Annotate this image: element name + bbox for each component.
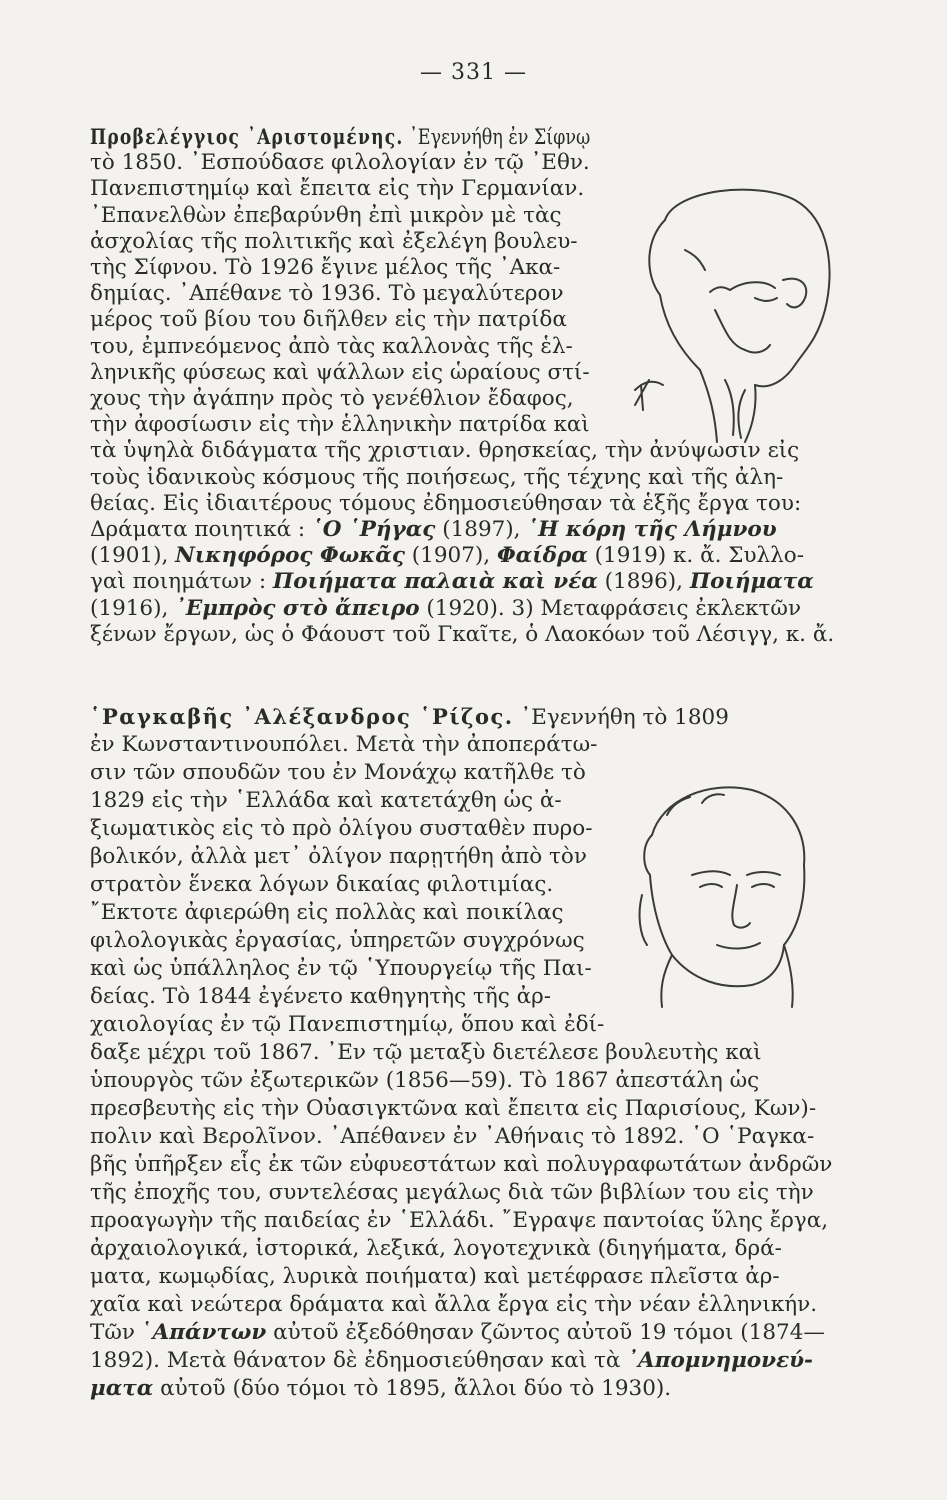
text-run: του, ἐμπνεόμενος ἀπὸ τὰς καλλονὰς τῆς ἑλ- — [90, 333, 573, 359]
text-run: τὸ 1850. ᾿Εσπούδασε φιλολογίαν ἐν τῷ ᾿Εθν. — [90, 150, 590, 176]
text-line — [90, 334, 573, 360]
text-line — [90, 1180, 814, 1206]
text-line — [90, 203, 562, 229]
text-run: γαὶ ποιημάτων : — [90, 569, 273, 595]
text-line — [90, 1376, 671, 1402]
text-run: (1920). 3) Μεταφράσεις ἐκλεκτῶν — [419, 595, 802, 621]
text-run: ἐν Κωνσταντινουπόλει. Μετὰ τὴν ἀποπεράτω- — [90, 732, 598, 757]
text-run: 1892). Μετὰ θάνατον δὲ ἐδημοσιεύθησαν καὶ τὰ — [90, 1348, 628, 1373]
text-line — [90, 732, 597, 758]
text-line — [90, 543, 804, 569]
text-run: Πανεπιστημίῳ καὶ ἔπειτα εἰς τὴν Γερμανίαν. — [90, 176, 585, 202]
text-run: χους τὴν ἀγάπην πρὸς τὸ γενέθλιον ἔδαφος, — [90, 386, 574, 411]
text-run: φιλολογικὰς ἐργασίας, ὑπηρετῶν συγχρόνως — [90, 928, 585, 953]
text-line — [90, 760, 586, 786]
text-run: πολιν καὶ Βερολῖνον. ᾿Απέθανεν ἐν ᾿Αθήναις τὸ 1892. ῾Ο ῾Ραγκα- — [90, 1124, 815, 1149]
text-line — [90, 281, 564, 307]
text-line — [90, 569, 814, 595]
work-title: ματα — [90, 1376, 154, 1401]
text-line — [90, 412, 590, 438]
text-run: δαξε μέχρι τοῦ 1867. ᾿Εν τῷ μεταξὺ διετέλεσε βουλευτὴς καὶ — [90, 1040, 762, 1065]
text-run: χαῖα καὶ νεώτερα δράματα καὶ ἄλλα ἔργα εἰς τὴν νέαν ἑλληνικήν. — [90, 1292, 818, 1317]
text-run: ξένων ἔργων, ὡς ὁ Φάουστ τοῦ Γκαῖτε, ὁ Λαοκόων τοῦ Λέσιγγ, κ. ἄ. — [90, 621, 835, 647]
text-line — [90, 491, 801, 517]
text-run: (1916), — [90, 595, 176, 621]
text-line — [90, 844, 587, 870]
text-run: προαγωγὴν τῆς παιδείας ἐν ῾Ελλάδι. ῎Εγραψε παντοίας ὕλης ἔργα, — [90, 1208, 829, 1233]
page-number: — 331 — — [420, 60, 527, 85]
text-line — [90, 928, 585, 954]
text-run: 1829 εἰς τὴν ῾Ελλάδα καὶ κατετάχθη ὡς ἀ- — [90, 788, 562, 813]
text-run: δημίας. ᾿Απέθανε τὸ 1936. Τὸ μεγαλύτερον — [90, 281, 564, 307]
text-run: σιν τῶν σπουδῶν του ἐν Μονάχῳ κατῆλθε τὸ — [90, 760, 586, 785]
text-run: τοὺς ἰδανικοὺς κόσμους τῆς ποιήσεως, τῆς τέχνης καὶ τῆς ἀλη- — [90, 464, 784, 490]
text-line — [90, 1320, 825, 1346]
text-run: μέρος τοῦ βίου του διῆλθεν εἰς τὴν πατρίδα — [90, 307, 567, 333]
text-line — [90, 900, 564, 926]
text-run: (1896), — [597, 569, 690, 595]
text-line — [90, 872, 553, 898]
text-run: ματα, κωμῳδίας, λυρικὰ ποιήματα) καὶ μετέφρασε πλεῖστα ἀρ- — [90, 1264, 780, 1289]
text-line — [90, 150, 590, 176]
text-line — [90, 465, 783, 491]
work-title: ῾Η κόρη τῆς Λήμνου — [527, 517, 777, 542]
text-run: ἀρχαιολογικά, ἱστορικά, λεξικά, λογοτεχνικὰ (διηγήματα, δρά- — [90, 1236, 782, 1261]
text-line — [90, 229, 578, 255]
text-line — [90, 1208, 828, 1234]
entry-heading: Προβελέγγιος ᾿Αριστομένης. — [90, 124, 404, 149]
text-line — [90, 622, 834, 648]
work-title: Φαίδρα — [496, 543, 588, 569]
text-run: χαιολογίας ἐν τῷ Πανεπιστημίῳ, ὅπου καὶ ἐδί- — [90, 1012, 605, 1037]
text-line — [90, 1292, 817, 1318]
text-line — [90, 956, 592, 982]
text-line — [90, 124, 590, 150]
text-line — [90, 816, 593, 842]
text-line — [90, 1040, 762, 1066]
text-line — [90, 1348, 813, 1374]
text-line — [90, 984, 551, 1010]
work-title: Ποιήματα — [689, 569, 814, 595]
portrait-rangavis-icon — [612, 775, 822, 1010]
text-run: αὐτοῦ ἐξεδόθησαν ζῶντος αὐτοῦ 19 τόμοι (1874— — [266, 1320, 825, 1345]
text-run: ᾿Εγεννήθη τὸ 1809 — [513, 705, 729, 730]
entry-heading: ῾Ραγκαβῆς ᾿Αλέξανδρος ῾Ρίζος. — [90, 704, 514, 729]
text-run: ᾿Επανελθὼν ἐπεβαρύνθη ἐπὶ μικρὸν μὲ τὰς — [90, 202, 562, 228]
text-line — [90, 1264, 780, 1290]
text-line — [90, 704, 729, 730]
portrait-provelengios-icon — [605, 180, 840, 450]
work-title: ῾Ο ῾Ρήγας — [312, 517, 436, 542]
text-run: ᾿Εγεννήθη ἐν Σίφνῳ — [403, 125, 591, 150]
text-line — [90, 1012, 604, 1038]
text-run: (1901), — [90, 543, 176, 569]
text-line — [90, 788, 562, 814]
text-run: τὴν ἀφοσίωσιν εἰς τὴν ἑλληνικὴν πατρίδα καὶ — [90, 412, 590, 438]
text-line — [90, 307, 567, 333]
text-run: (1897), — [435, 517, 528, 542]
work-title: ᾿Απομνημονεύ- — [627, 1348, 813, 1373]
text-line — [90, 360, 590, 386]
text-line — [90, 1068, 759, 1094]
text-run: ὑπουργὸς τῶν ἐξωτερικῶν (1856—59). Τὸ 1867 ἀπεστάλη ὡς — [90, 1068, 760, 1093]
text-run: Τῶν ῾ — [90, 1320, 153, 1345]
work-title: ᾿Εμπρὸς στὸ ἄπειρο — [175, 595, 420, 621]
text-run: αὐτοῦ (δύο τόμοι τὸ 1895, ἄλλοι δύο τὸ 1930). — [153, 1376, 672, 1401]
text-run: (1907), — [404, 543, 497, 569]
text-run: βῆς ὑπῆρξεν εἷς ἐκ τῶν εὐφυεστάτων καὶ πολυγραφωτάτων ἀνδρῶν — [90, 1152, 833, 1177]
text-line — [90, 1152, 832, 1178]
work-title: Νικηφόρος Φωκᾶς — [175, 543, 405, 569]
text-line — [90, 517, 777, 543]
text-run: τὴς Σίφνου. Τὸ 1926 ἔγινε μέλος τῆς ᾿Ακα- — [90, 255, 561, 280]
text-run: (1919) κ. ἄ. Συλλο- — [587, 543, 804, 569]
text-line — [90, 255, 560, 281]
text-run: Δράματα ποιητικά : — [90, 517, 313, 542]
work-title: Ποιήματα παλαιὰ καὶ νέα — [272, 569, 598, 595]
text-run: βολικόν, ἀλλὰ μετ᾿ ὀλίγον παρῃτήθη ἀπὸ τὸν — [90, 844, 587, 869]
text-run: τὰ ὑψηλὰ διδάγματα τῆς χριστιαν. θρησκείας, τὴν ἀνύψωσιν εἰς — [90, 438, 800, 464]
text-line — [90, 1236, 782, 1262]
work-title: Απάντων — [152, 1320, 267, 1345]
text-run: στρατὸν ἕνεκα λόγων δικαίας φιλοτιμίας. — [90, 872, 554, 897]
text-run: ῎Εκτοτε ἀφιερώθη εἰς πολλὰς καὶ ποικίλας — [90, 900, 564, 925]
text-run: ἀσχολίας τῆς πολιτικῆς καὶ ἐξελέγη βουλευ- — [90, 228, 578, 254]
text-run: θείας. Εἰς ἰδιαιτέρους τόμους ἐδημοσιεύθησαν τὰ ἑξῆς ἔργα του: — [90, 490, 802, 516]
text-line — [90, 1124, 814, 1150]
text-run: τῆς ἐποχῆς του, συντελέσας μεγάλως διὰ τῶν βιβλίων του εἰς τὴν — [90, 1180, 814, 1205]
text-line — [90, 176, 584, 202]
text-run: καὶ ὡς ὑπάλληλος ἐν τῷ ῾Υπουργείῳ τῆς Παι- — [90, 956, 592, 981]
text-run: πρεσβευτὴς εἰς τὴν Οὐασιγκτῶνα καὶ ἔπειτα εἰς Παρισίους, Κων)- — [90, 1096, 817, 1121]
text-line — [90, 386, 574, 412]
text-run: δείας. Τὸ 1844 ἐγένετο καθηγητὴς τῆς ἀρ- — [90, 984, 552, 1009]
text-run: ληνικῆς φύσεως καὶ ψάλλων εἰς ὡραίους στί- — [90, 359, 590, 385]
text-line — [90, 1096, 816, 1122]
text-line — [90, 596, 801, 622]
text-run: ξιωματικὸς εἰς τὸ πρὸ ὀλίγου συσταθὲν πυρο- — [90, 816, 593, 841]
